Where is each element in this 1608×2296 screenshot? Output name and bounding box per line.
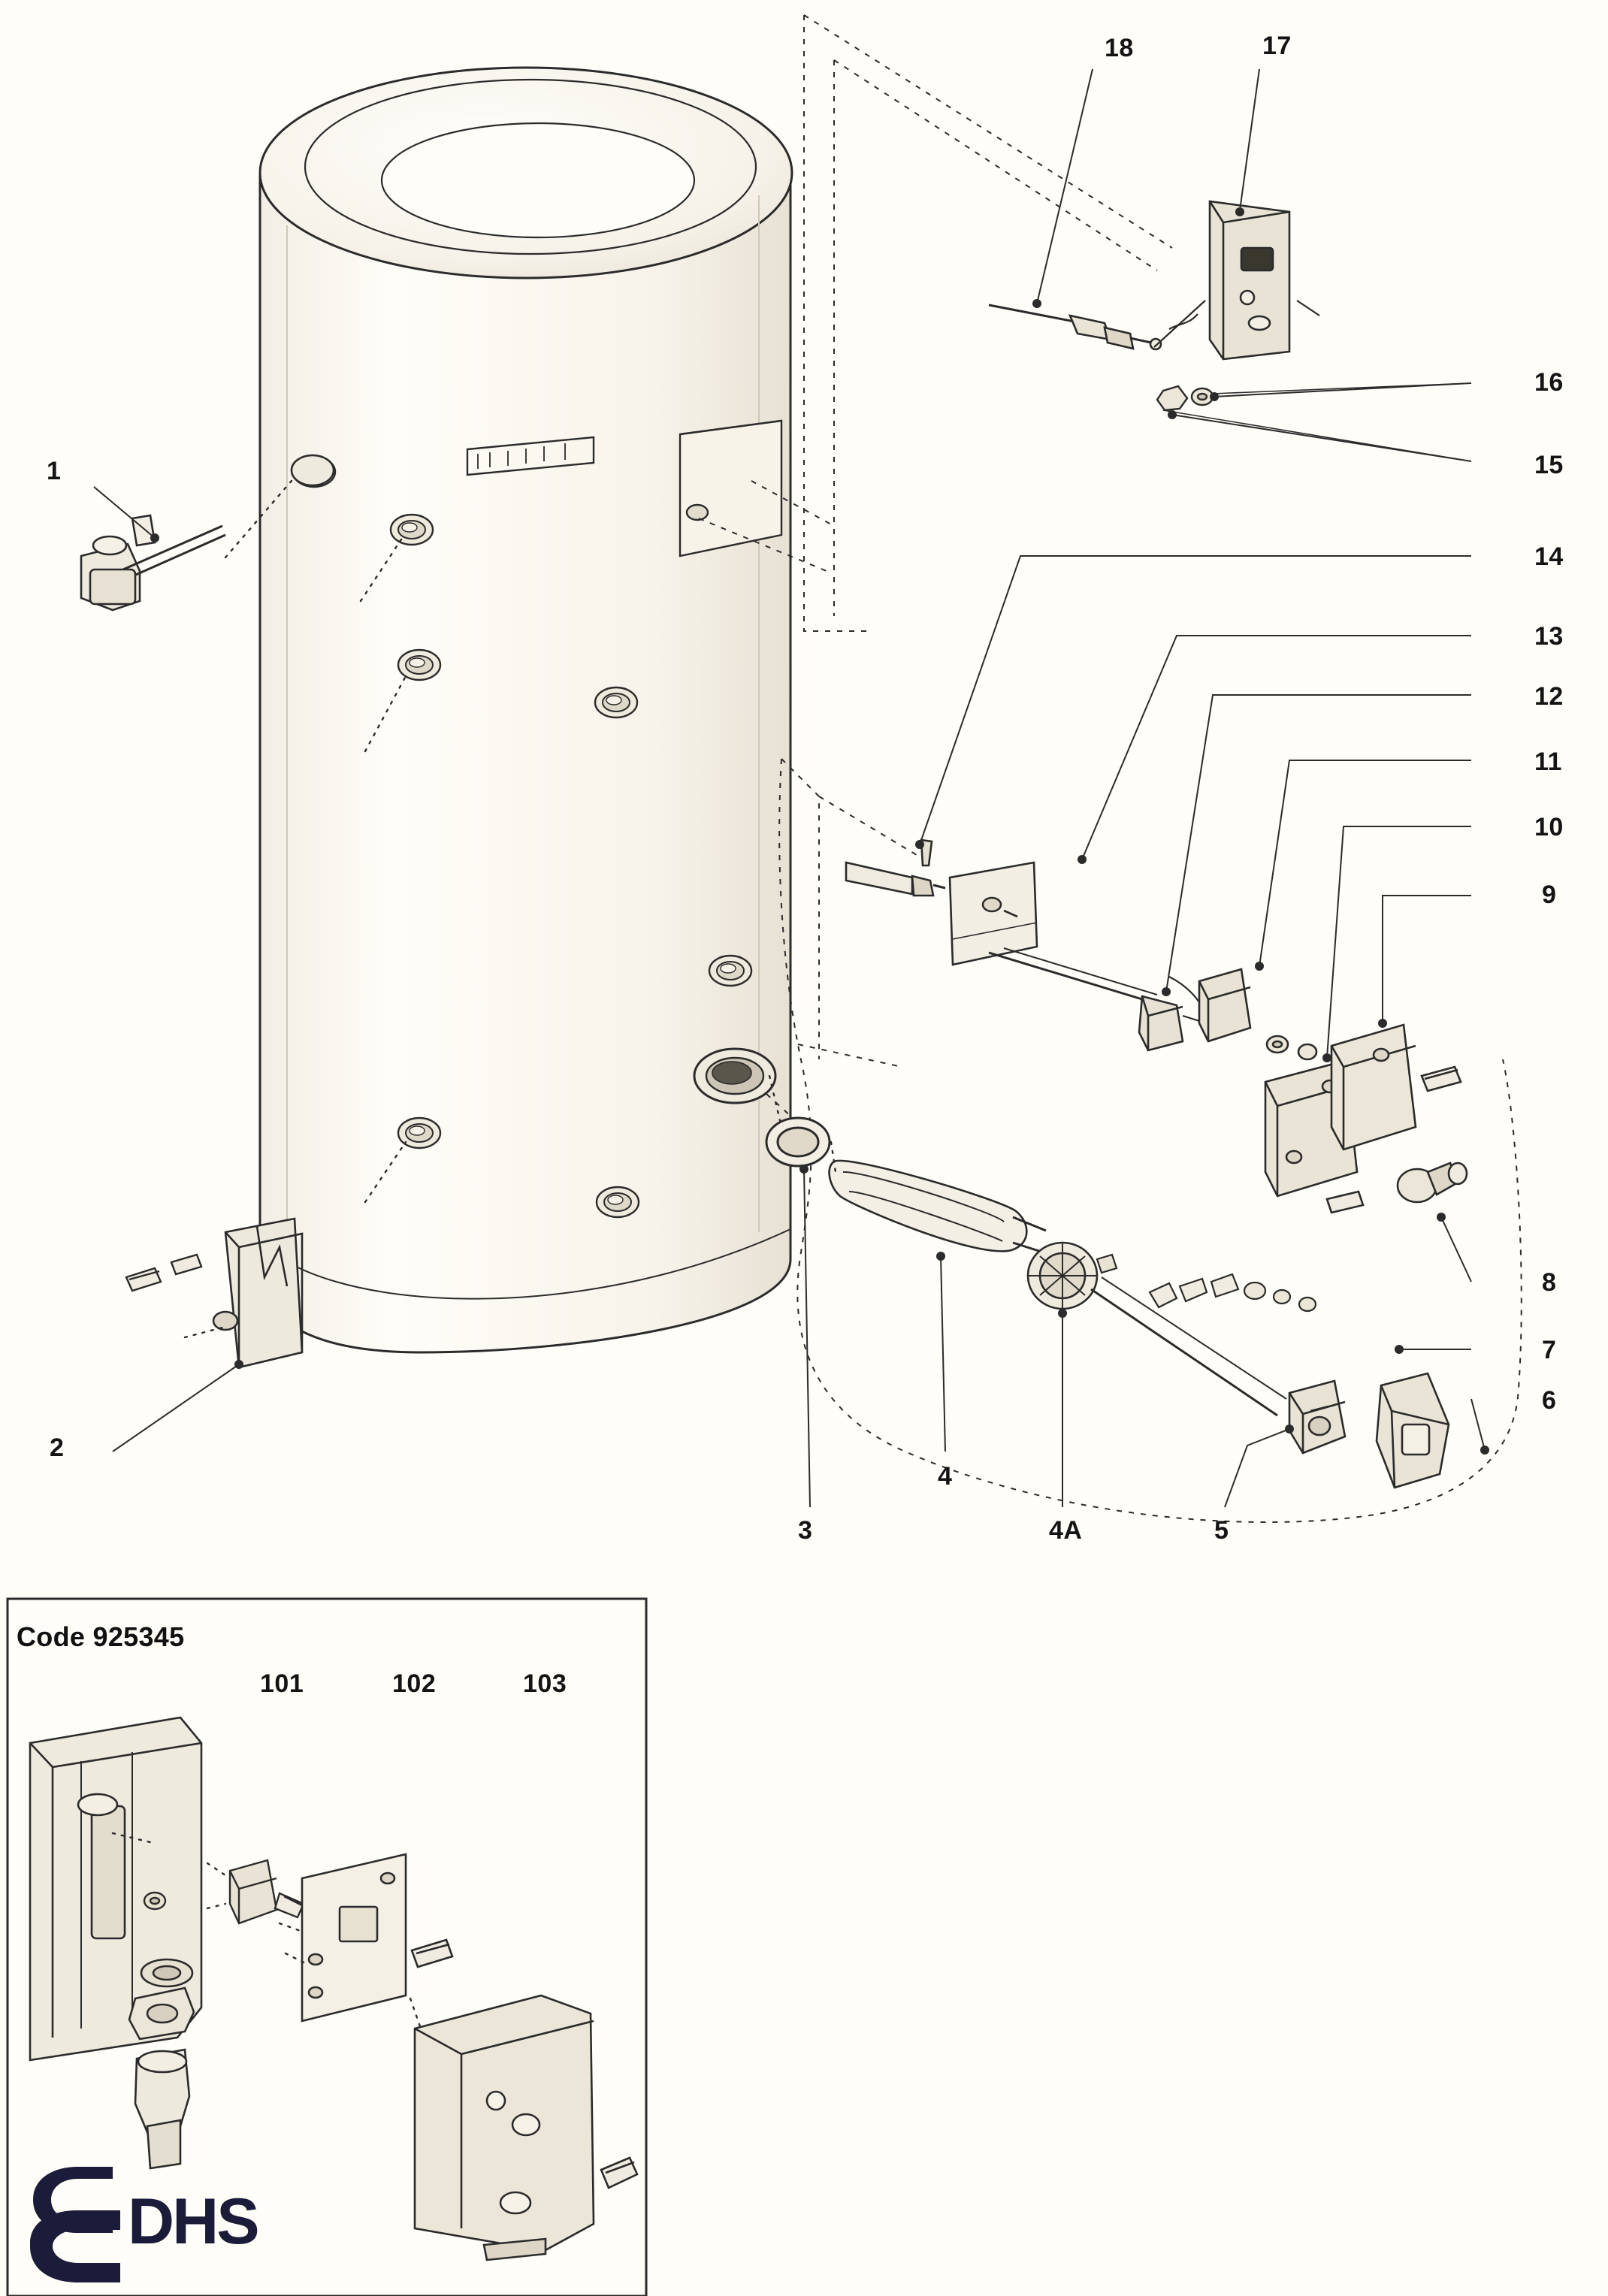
callout-2: 2 <box>50 1433 65 1462</box>
water-heater-tank <box>260 68 792 1352</box>
callout-11: 11 <box>1534 748 1562 776</box>
callout-4a: 4A <box>1049 1516 1083 1545</box>
callout-101: 101 <box>260 1669 304 1698</box>
callout-8: 8 <box>1542 1268 1557 1297</box>
part-3-element-gasket <box>766 1118 830 1166</box>
part-8-cable-gland <box>1398 1163 1467 1202</box>
part-4a-element-flange <box>1028 1243 1286 1415</box>
part-17-control-box <box>1154 201 1319 359</box>
part-18-sensor-probe <box>989 305 1161 349</box>
part-2-lower-bracket <box>126 1219 302 1367</box>
callout-17: 17 <box>1262 32 1292 60</box>
inset-panel-title: Code 925345 <box>17 1621 185 1652</box>
part-4-immersion-element <box>830 1161 1046 1253</box>
callout-102: 102 <box>392 1669 437 1698</box>
callout-12: 12 <box>1534 682 1564 711</box>
part-12-capillary-thermostat <box>989 948 1211 1050</box>
part-6-terminal-cover <box>1377 1373 1449 1488</box>
part-7-terminal-hardware <box>1097 1255 1316 1311</box>
part-5-terminal-block <box>1289 1381 1345 1453</box>
callout-14: 14 <box>1534 542 1564 571</box>
callout-5: 5 <box>1214 1516 1229 1545</box>
parts-15-16-nut-washer <box>1157 383 1471 461</box>
callout-13: 13 <box>1534 622 1564 651</box>
callout-16: 16 <box>1534 368 1564 397</box>
callout-9: 9 <box>1542 881 1557 909</box>
callout-4: 4 <box>938 1462 953 1491</box>
part-14-probe-pocket <box>846 840 945 896</box>
dhs-logo-text: DHS <box>128 2186 258 2258</box>
part-13-bracket-plate <box>950 863 1037 965</box>
callout-15: 15 <box>1534 451 1564 479</box>
part-11-thermal-cutout <box>1199 969 1316 1059</box>
callout-10: 10 <box>1534 813 1564 841</box>
callout-3: 3 <box>798 1516 813 1545</box>
callout-6: 6 <box>1542 1386 1557 1415</box>
callout-1: 1 <box>47 457 62 485</box>
callout-18: 18 <box>1105 34 1134 62</box>
callout-103: 103 <box>523 1669 567 1698</box>
callout-7: 7 <box>1542 1336 1557 1364</box>
